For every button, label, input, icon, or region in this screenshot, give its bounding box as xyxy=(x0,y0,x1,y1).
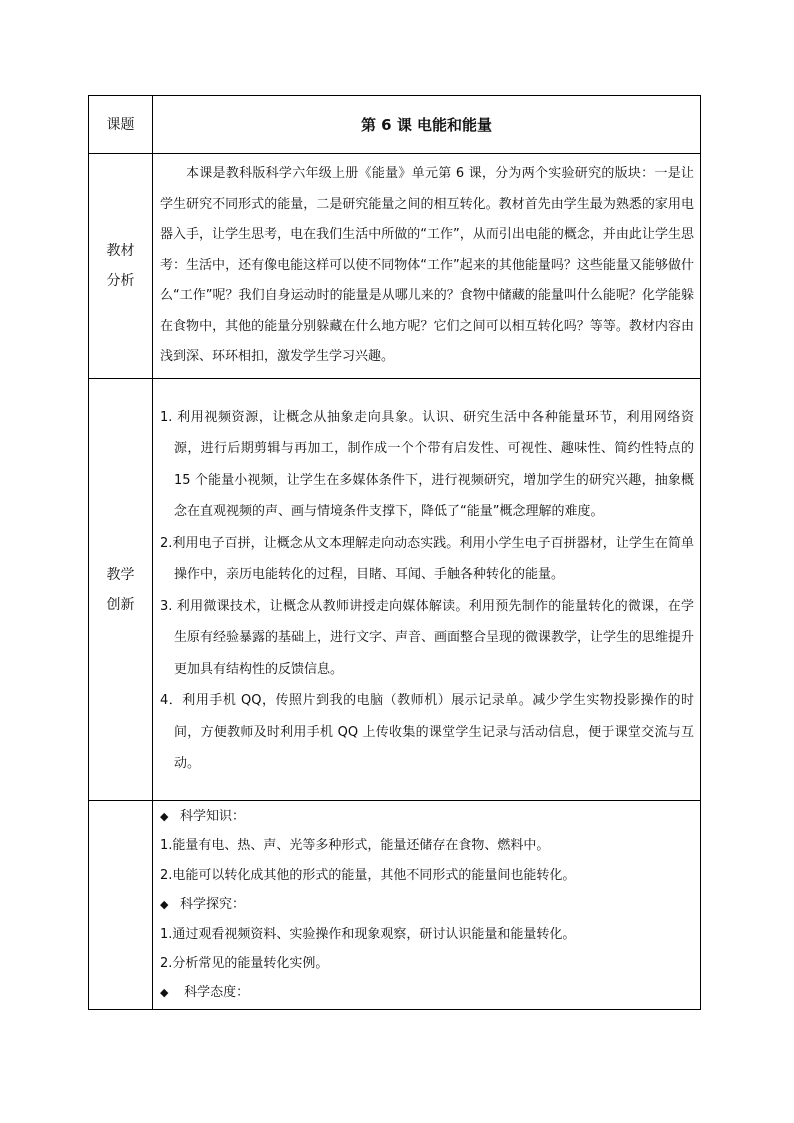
knowledge-heading: 科学知识： xyxy=(180,809,246,824)
knowledge-item-2: 2.电能可以转化成其他的形式的能量，其他不同形式的能量间也能转化。 xyxy=(160,867,576,883)
topic-label: 课题 xyxy=(89,96,153,154)
diamond-bullet-icon: ◆ xyxy=(160,810,169,823)
lesson-title: 第 6 课 电能和能量 xyxy=(153,96,701,154)
inquiry-item-2: 2.分析常见的能量转化实例。 xyxy=(160,956,329,972)
innovation-label xyxy=(89,379,153,801)
goals-label xyxy=(89,801,153,1010)
innovation-item-3: 3. 利用微课技术，让概念从教师讲授走向媒体解读。利用预先制作的能量转化的微课，在学生原有经验暴露的基础上，进行文字、声音、画面整合呈现的微课教学，让学生的思维提升更加具有结构性的反馈信息。 xyxy=(160,598,695,677)
innovation-label-line1: 教学 xyxy=(106,566,135,583)
inquiry-item-1: 1.通过观看视频资料、实验操作和现象观察，研讨认识能量和能量转化。 xyxy=(160,926,576,942)
analysis-label xyxy=(89,154,153,379)
innovation-item-2: 2.利用电子百拼，让概念从文本理解走向动态实践。利用小学生电子百拼器材，让学生在简单操作中，亲历电能转化的过程，目睹、耳闻、手触各种转化的能量。 xyxy=(160,535,694,582)
knowledge-heading-line xyxy=(160,802,694,831)
knowledge-item-1: 1.能量有电、热、声、光等多种形式，能量还储存在食物、燃料中。 xyxy=(160,838,550,854)
innovation-item-1: 1. 利用视频资源，让概念从抽象走向具象。认识、研究生活中各种能量环节，利用网络资源，进行后期剪辑与再加工，制作成一个个带有启发性、可视性、趣味性、简约性特点的 15 个能量小视频，让学生在多媒体条件下，进行视频研究，增加学生的研究兴趣，抽象概念在直观视频的声、画与情境条件支撑下，降低了“能量”概念理解的难度。 xyxy=(160,409,694,519)
analysis-label-line1: 教材 xyxy=(106,243,135,259)
diamond-bullet-icon: ◆ xyxy=(160,898,169,912)
innovation-content xyxy=(153,379,701,801)
innovation-row xyxy=(89,379,701,801)
inquiry-heading: 科学探究： xyxy=(180,897,246,913)
analysis-content xyxy=(153,154,701,379)
goals-content xyxy=(153,801,701,1010)
innovation-item-4: 4．利用手机 QQ，传照片到我的电脑（教师机）展示记录单。减少学生实物投影操作的时间，方便教师及时利用手机 QQ 上传收集的课堂学生记录与活动信息，便于课堂交流与互动。 xyxy=(160,693,694,771)
innovation-label-line2: 创新 xyxy=(106,596,135,613)
analysis-text: 本课是教科版科学六年级上册《能量》单元第 6 课，分为两个实验研究的版块：一是让学生研究不同形式的能量，二是研究能量之间的相互转化。教材首先由学生最为熟悉的家用电器入手，让学生思考，电在我们生活中所做的“工作”，从而引出电能的概念，并由此让学生思考：生活中，还有像电能这样可以使不同物体“工作”起来的其他能量吗？这些能量又能够做什么“工作”呢？我们自身运动时的能量是从哪儿来的？食物中储藏的能量叫什么能呢？化学能躲在食物中，其他的能量分别躲藏在什么地方呢？它们之间可以相互转化吗？等等。教材内容由浅到深、环环相扣，激发学生学习兴趣。 xyxy=(160,166,694,365)
attitude-heading: 科学态度： xyxy=(180,985,250,1001)
topic-row xyxy=(89,96,701,154)
analysis-row xyxy=(89,154,701,379)
goals-row xyxy=(89,801,701,1010)
inquiry-heading-line xyxy=(160,890,694,919)
analysis-label-line2: 分析 xyxy=(106,273,135,289)
lesson-plan-table xyxy=(88,95,701,1010)
diamond-bullet-icon: ◆ xyxy=(160,986,169,1000)
attitude-heading-line xyxy=(160,978,694,1007)
